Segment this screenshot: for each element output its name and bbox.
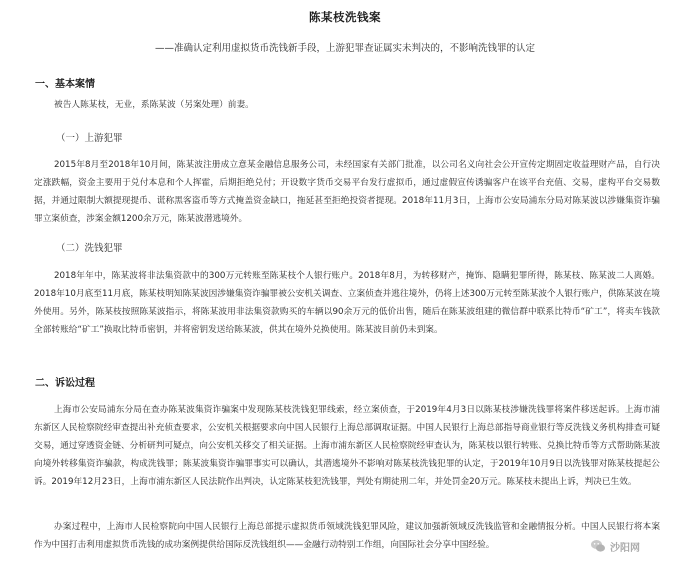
litigation-text: 上海市公安局浦东分局在查办陈某波集资诈骗案中发现陈某枝洗钱犯罪线索，经立案侦查，于2019年4月3日以陈某枝涉嫌洗钱罪将案件移送起诉。上海市浦东新区人民检察院经审查提出补充侦查要求，公安机关根据要求向中国人民银行上海总部调取证据。中国人民银行上海总部指导商业银行等反洗钱义务机构排查可疑交易，通过穿透资金链、分析研判可疑点，向公安机关移交了相关证据。上海市浦东新区人民检察院经审查认为，陈某枝以银行转账、兑换比特币等方式帮助陈某波向境外转移集资诈骗款，构成洗钱罪；陈某波集资诈骗罪事实可以确认，其潜逃境外不影响对陈某枝洗钱犯罪的认定，于2019年10月9日以洗钱罪对陈某枝提起公诉。2019年12月23日，上海市浦东新区人民法院作出判决，认定陈某枝犯洗钱罪，判处有期徒刑二年，并处罚金20万元。陈某枝未提出上诉，判决已生效。 [34,405,660,487]
subheading-upstream-crime: （一）上游犯罪 [56,133,123,144]
document-subtitle: ——准确认定利用虚拟货币洗钱新手段，上游犯罪查证属实未判决的，不影响洗钱罪的认定 [154,43,535,54]
section-heading-basic: 一、基本案情 [35,79,95,90]
section-heading-litigation: 二、诉讼过程 [35,378,95,389]
watermark [590,535,678,557]
subheading-money-laundering: （二）洗钱犯罪 [56,243,123,254]
upstream-crime-text: 2015年8月至2018年10月间，陈某波注册成立意某金融信息服务公司，未经国家有关部门批准，以公司名义向社会公开宣传定期固定收益理财产品，自行决定涨跌幅，资金主要用于兑付本息和个人挥霍，后期拒绝兑付；开设数字货币交易平台发行虚拟币，通过虚假宣传诱骗客户在该平台充值、交易，虚构平台交易数据，并通过限制大额提现提币、谎称黑客盗币等方式掩盖资金缺口，拖延甚至拒绝投资者提现。2018年11月3日，上海市公安局浦东分局对陈某波以涉嫌集资诈骗罪立案侦查，涉案金额1200余万元，陈某波潜逃境外。 [34,160,660,224]
watermark-text: 沙阳网 [610,542,640,554]
defendant-intro: 被告人陈某枝，无业，系陈某波（另案处理）前妻。 [54,100,254,110]
case-handling-text: 办案过程中，上海市人民检察院向中国人民银行上海总部提示虚拟货币领域洗钱犯罪风险，建议加强新领域反洗钱监管和金融情报分析。中国人民银行将本案作为中国打击利用虚拟货币洗钱的成功案例提供给国际反洗钱组织——金融行动特别工作组，向国际社会分享中国经验。 [34,522,660,550]
money-laundering-text: 2018年年中，陈某波将非法集资款中的300万元转账至陈某枝个人银行账户。2018年8月，为转移财产，掩饰、隐瞒犯罪所得，陈某枝、陈某波二人离婚。2018年10月底至11月底，陈某枝明知陈某波因涉嫌集资诈骗罪被公安机关调查、立案侦查并逃往境外，仍将上述300万元转至陈某波个人银行账户，供陈某波在境外使用。另外，陈某枝按照陈某波指示，将陈某波用非法集资款购买的车辆以90余万元的低价出售，随后在陈某波组建的微信群中联系比特币“矿工”，将卖车钱款全部转账给“矿工”换取比特币密钥，并将密钥发送给陈某波，供其在境外兑换使用。陈某波目前仍未到案。 [34,271,660,335]
document-title: 陈某枝洗钱案 [309,10,381,24]
wechat-icon [590,538,606,554]
